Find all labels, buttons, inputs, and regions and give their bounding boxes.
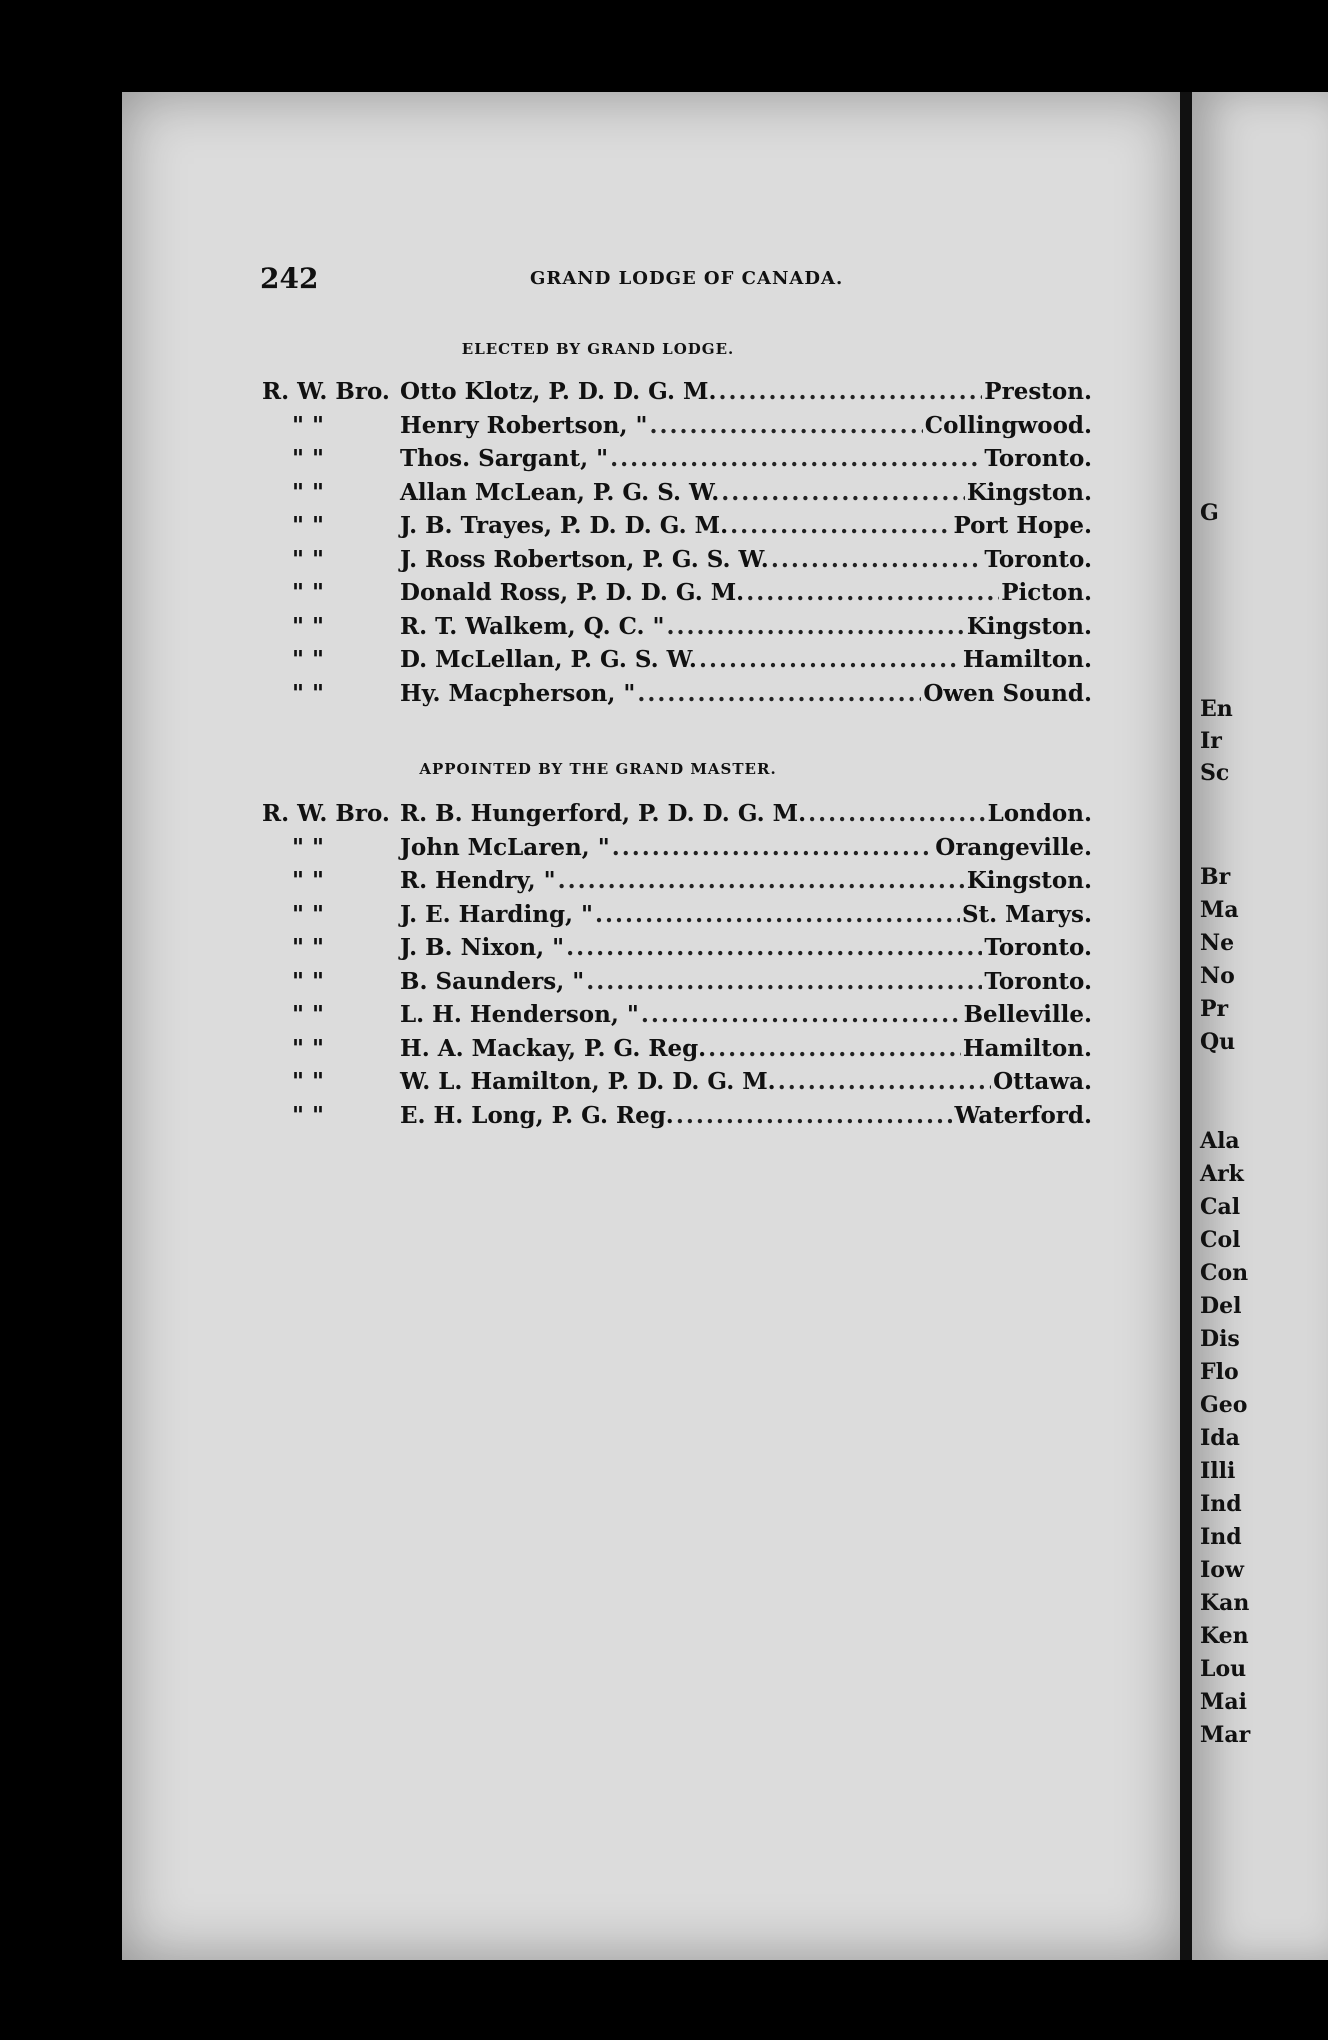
member-name: H. A. Mackay, P. G. Reg. bbox=[400, 1034, 707, 1062]
rank: " " bbox=[292, 867, 324, 894]
dot-leader bbox=[808, 800, 985, 827]
place-name: Toronto. bbox=[984, 545, 1092, 573]
rank: " " bbox=[292, 1034, 324, 1062]
running-title: GRAND LODGE OF CANADA. bbox=[530, 268, 844, 289]
list-item bbox=[262, 512, 1092, 546]
section-heading-elected: ELECTED BY GRAND LODGE. bbox=[461, 340, 735, 358]
member-name: Allan McLean, P. G. S. W. bbox=[400, 478, 720, 506]
facing-page-fragment: Ir bbox=[1200, 728, 1222, 754]
page-number: 242 bbox=[260, 262, 319, 295]
list-item bbox=[262, 1068, 1092, 1102]
facing-page-fragment: Ala bbox=[1200, 1128, 1240, 1154]
elected-list bbox=[262, 378, 1092, 713]
member-name: J. B. Trayes, P. D. D. G. M. bbox=[400, 512, 729, 539]
list-item bbox=[262, 1102, 1092, 1136]
rank: " " bbox=[292, 1068, 324, 1095]
list-item bbox=[262, 579, 1092, 613]
member-name: R. Hendry, " bbox=[400, 867, 556, 894]
dot-leader bbox=[746, 579, 999, 606]
list-item bbox=[262, 800, 1092, 834]
dot-leader bbox=[610, 445, 982, 472]
rank: " " bbox=[292, 445, 324, 472]
dot-leader bbox=[558, 867, 965, 894]
facing-page-fragment: Mai bbox=[1200, 1689, 1247, 1715]
rank: " " bbox=[292, 612, 324, 640]
dot-leader bbox=[708, 1035, 961, 1062]
facing-page-fragment: Ne bbox=[1200, 930, 1235, 956]
list-item bbox=[262, 546, 1092, 580]
list-item bbox=[262, 968, 1092, 1002]
facing-page-fragment: Ken bbox=[1200, 1623, 1249, 1649]
facing-page-fragment: Col bbox=[1200, 1227, 1241, 1253]
facing-page-fragment: Br bbox=[1200, 864, 1231, 890]
rank: " " bbox=[292, 411, 324, 439]
facing-page-fragment: Cal bbox=[1200, 1194, 1241, 1220]
place-name: London. bbox=[987, 800, 1092, 827]
facing-page-fragment: Pr bbox=[1200, 996, 1229, 1022]
place-name: Owen Sound. bbox=[923, 679, 1092, 707]
rank: " " bbox=[292, 478, 324, 506]
list-item bbox=[262, 680, 1092, 714]
member-name: D. McLellan, P. G. S. W. bbox=[400, 646, 697, 673]
place-name: Waterford. bbox=[954, 1101, 1092, 1129]
list-item bbox=[262, 834, 1092, 868]
facing-page-fragment: Ma bbox=[1200, 897, 1239, 923]
facing-page-fragment: No bbox=[1200, 963, 1235, 989]
place-name: Toronto. bbox=[984, 445, 1092, 472]
section-heading-appointed: APPOINTED BY THE GRAND MASTER. bbox=[419, 760, 777, 778]
place-name: Ottawa. bbox=[993, 1068, 1092, 1095]
facing-page-fragment: Ark bbox=[1200, 1161, 1244, 1187]
place-name: Hamilton. bbox=[962, 1034, 1092, 1062]
dot-leader bbox=[676, 1102, 953, 1129]
list-item bbox=[262, 1035, 1092, 1069]
facing-page-fragment: Dis bbox=[1200, 1326, 1240, 1352]
place-name: Orangeville. bbox=[935, 833, 1092, 861]
dot-leader bbox=[595, 901, 960, 928]
member-name: W. L. Hamilton, P. D. D. G. M. bbox=[400, 1068, 776, 1095]
rank: " " bbox=[292, 545, 324, 573]
dot-leader bbox=[721, 479, 965, 506]
dot-leader bbox=[771, 546, 983, 573]
list-item bbox=[262, 1001, 1092, 1035]
place-name: St. Marys. bbox=[961, 900, 1092, 928]
list-item bbox=[262, 445, 1092, 479]
list-item bbox=[262, 646, 1092, 680]
member-name: J. B. Nixon, " bbox=[400, 934, 565, 961]
dot-leader bbox=[650, 412, 923, 439]
facing-page-fragment: Del bbox=[1200, 1293, 1242, 1319]
facing-page-fragment: Iow bbox=[1200, 1557, 1244, 1583]
member-name: John McLaren, " bbox=[400, 833, 610, 861]
place-name: Belleville. bbox=[963, 1001, 1092, 1028]
member-name: L. H. Henderson, " bbox=[400, 1001, 639, 1028]
facing-page-fragment: En bbox=[1200, 696, 1233, 722]
rank: " " bbox=[292, 934, 324, 961]
rank: " " bbox=[292, 679, 324, 707]
member-name: Otto Klotz, P. D. D. G. M. bbox=[400, 378, 717, 405]
place-name: Toronto. bbox=[984, 934, 1092, 961]
rank: " " bbox=[292, 967, 324, 995]
dot-leader bbox=[667, 613, 965, 640]
rank: " " bbox=[292, 1001, 324, 1028]
facing-page-fragment: Flo bbox=[1200, 1359, 1239, 1385]
member-name: Hy. Macpherson, " bbox=[400, 679, 636, 707]
member-name: B. Saunders, " bbox=[400, 967, 585, 995]
appointed-list bbox=[262, 800, 1092, 1135]
place-name: Hamilton. bbox=[962, 646, 1092, 673]
rank: R. W. Bro. bbox=[262, 378, 390, 405]
dot-leader bbox=[566, 934, 982, 961]
member-name: Donald Ross, P. D. D. G. M. bbox=[400, 579, 745, 606]
facing-page-fragment: Illi bbox=[1200, 1458, 1236, 1484]
list-item bbox=[262, 934, 1092, 968]
rank: " " bbox=[292, 512, 324, 539]
facing-page-fragment: Sc bbox=[1200, 760, 1230, 786]
facing-page bbox=[1192, 92, 1328, 1960]
facing-page-fragment: Ida bbox=[1200, 1425, 1240, 1451]
list-item bbox=[262, 867, 1092, 901]
list-item bbox=[262, 479, 1092, 513]
dot-leader bbox=[612, 834, 934, 861]
list-item bbox=[262, 378, 1092, 412]
page-header bbox=[260, 262, 1100, 302]
rank: " " bbox=[292, 900, 324, 928]
dot-leader bbox=[719, 378, 983, 405]
dot-leader bbox=[586, 968, 982, 995]
facing-page-fragment: Kan bbox=[1200, 1590, 1250, 1616]
list-item bbox=[262, 613, 1092, 647]
dot-leader bbox=[699, 646, 961, 673]
place-name: Collingwood. bbox=[924, 411, 1092, 439]
place-name: Toronto. bbox=[984, 967, 1092, 995]
rank: " " bbox=[292, 579, 324, 606]
dot-leader bbox=[778, 1068, 991, 1095]
facing-page-fragment: Qu bbox=[1200, 1029, 1236, 1055]
dot-leader bbox=[637, 680, 921, 707]
facing-page-fragment: G bbox=[1200, 500, 1219, 526]
member-name: E. H. Long, P. G. Reg. bbox=[400, 1101, 674, 1129]
member-name: J. E. Harding, " bbox=[400, 900, 594, 928]
facing-page-fragment: Mar bbox=[1200, 1722, 1251, 1748]
list-item bbox=[262, 412, 1092, 446]
place-name: Preston. bbox=[984, 378, 1092, 405]
list-item bbox=[262, 901, 1092, 935]
rank: " " bbox=[292, 833, 324, 861]
place-name: Port Hope. bbox=[953, 512, 1092, 539]
place-name: Kingston. bbox=[966, 478, 1092, 506]
facing-page-fragment: Ind bbox=[1200, 1524, 1242, 1550]
member-name: Thos. Sargant, " bbox=[400, 445, 609, 472]
facing-page-fragment: Geo bbox=[1200, 1392, 1248, 1418]
member-name: R. B. Hungerford, P. D. D. G. M. bbox=[400, 800, 807, 827]
rank: " " bbox=[292, 1101, 324, 1129]
member-name: J. Ross Robertson, P. G. S. W. bbox=[400, 545, 769, 573]
page-gutter bbox=[1180, 92, 1192, 1960]
facing-page-fragment: Con bbox=[1200, 1260, 1249, 1286]
facing-page-fragment: Ind bbox=[1200, 1491, 1242, 1517]
dot-leader bbox=[730, 512, 951, 539]
rank: R. W. Bro. bbox=[262, 800, 390, 827]
member-name: Henry Robertson, " bbox=[400, 411, 648, 439]
facing-page-fragment: Lou bbox=[1200, 1656, 1247, 1682]
place-name: Kingston. bbox=[966, 867, 1092, 894]
rank: " " bbox=[292, 646, 324, 673]
member-name: R. T. Walkem, Q. C. " bbox=[400, 612, 665, 640]
place-name: Kingston. bbox=[966, 612, 1092, 640]
dot-leader bbox=[641, 1001, 962, 1028]
place-name: Picton. bbox=[1001, 579, 1092, 606]
